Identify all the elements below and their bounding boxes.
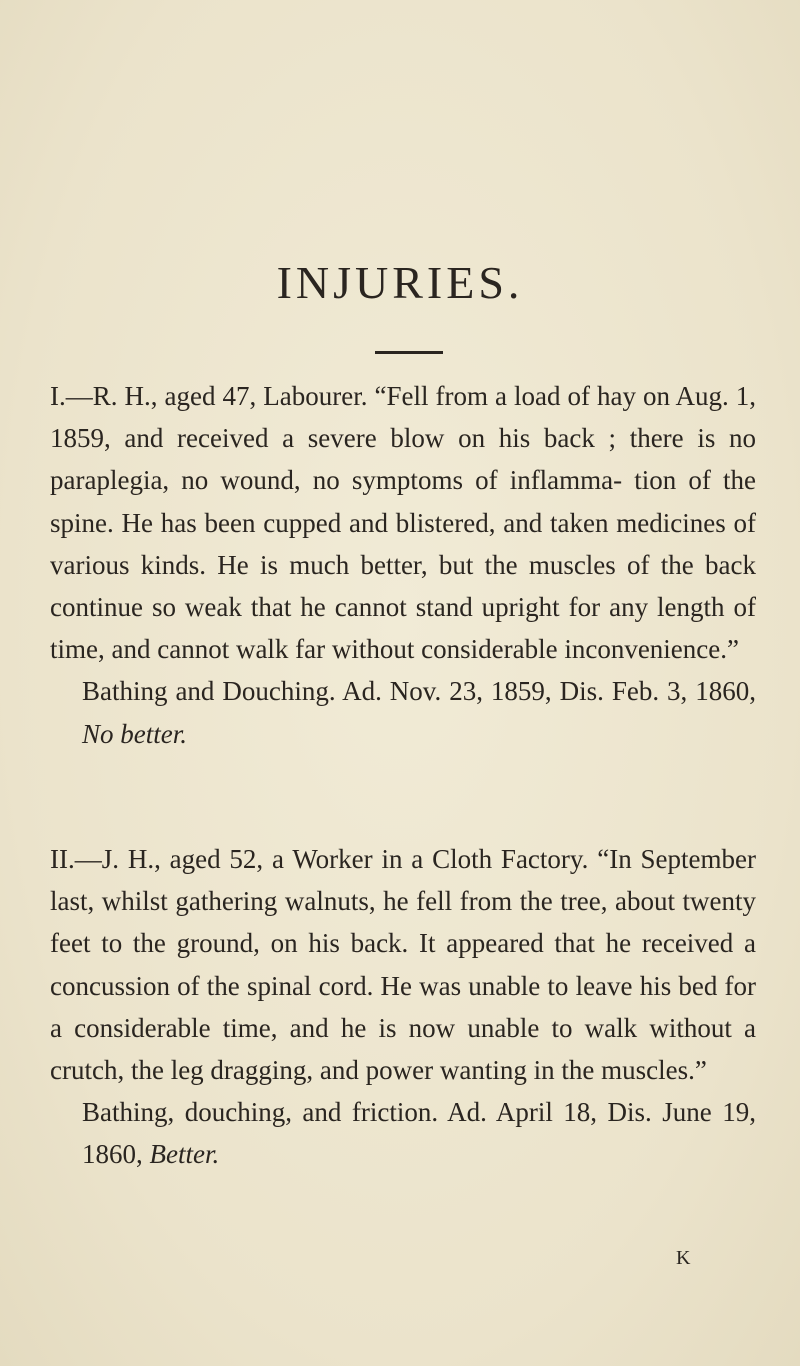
case-2-treatment-line (50, 1091, 756, 1175)
case-1-outcome: No better. (82, 718, 187, 749)
heading-rule (375, 351, 443, 354)
case-entry-1 (50, 375, 756, 755)
case-entry-2 (50, 838, 756, 1176)
case-2-description: II.—J. H., aged 52, a Worker in a Cloth Factory. “In September last, whilst gathering walnuts, he fell from the tree, about twenty feet to the ground, on his back. It appeared that he received a concussion of the spinal cord. He was unable to leave his bed for a considerable time, and he is now unable to walk without a crutch, the leg dragging, and power wanting in the muscles.” (50, 844, 756, 1086)
section-heading: INJURIES. (276, 257, 524, 308)
case-1-description: I.—R. H., aged 47, Labourer. “Fell from a load of hay on Aug. 1, 1859, and received a severe blow on his back ; there is no paraplegia, no wound, no symptoms of inflamma- tion of the spine. He has been cupped and blistered, and taken medicines of various kinds. He is much better, but the muscles of the back continue so weak that he cannot stand upright for any length of time, and cannot walk far without considerable inconvenience.” (50, 381, 756, 665)
case-1-treatment: Bathing and Douching. Ad. Nov. 23, 1859, Dis. Feb. 3, 1860, (82, 676, 756, 707)
case-1-treatment-line (50, 670, 756, 754)
case-2-treatment: Bathing, douching, and friction. Ad. April 18, Dis. June 19, 1860, (82, 1097, 756, 1170)
signature-mark: K (676, 1247, 692, 1269)
case-2-outcome: Better. (149, 1139, 220, 1170)
